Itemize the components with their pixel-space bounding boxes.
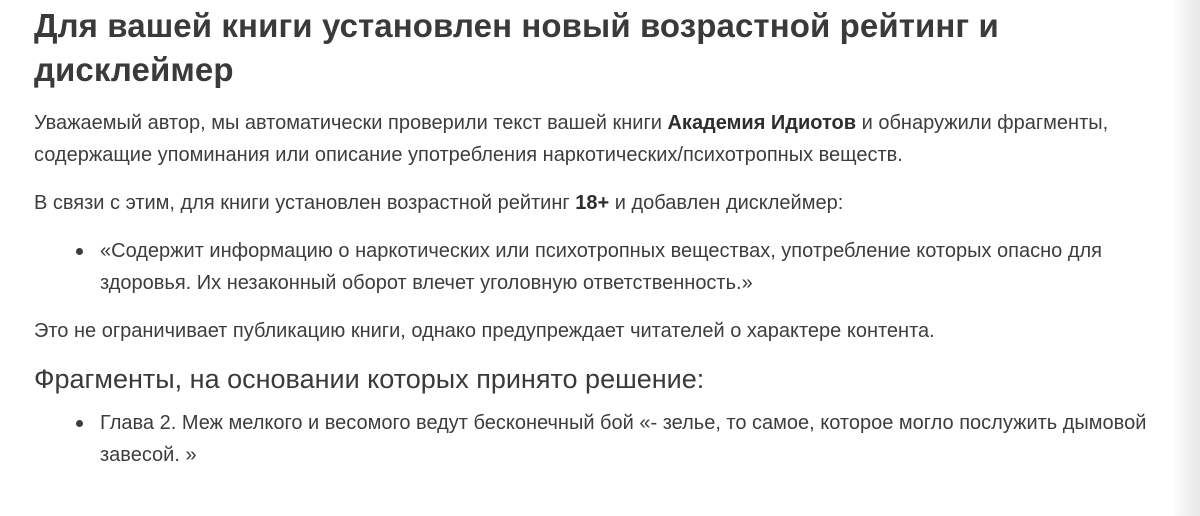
intro-text-after: и обнаружили фрагменты, содержащие упоминания или описание употребления наркотических/психотропных веществ. (34, 112, 1109, 166)
intro-paragraph (34, 107, 1154, 171)
age-rating: 18+ (575, 192, 610, 214)
message-body (34, 4, 1154, 471)
disclaimer-text: «Содержит информацию о наркотических или психотропных веществах, употребление которых опасно для здоровья. Их незаконный оборот влечет уголовную ответственность.» (100, 240, 1102, 294)
page-title: Для вашей книги установлен новый возрастной рейтинг и дисклеймер (34, 7, 999, 88)
note-paragraph: Это не ограничивает публикацию книги, однако предупреждает читателей о характере контента. (34, 320, 935, 342)
intro-text-before: Уважаемый автор, мы автоматически проверили текст вашей книги (34, 112, 668, 134)
scrollbar-track[interactable] (1172, 0, 1200, 516)
bullet-icon (76, 248, 83, 255)
fragments-heading: Фрагменты, на основании которых принято решение: (34, 364, 705, 394)
fragments-list (34, 407, 1154, 471)
fragment-text: Глава 2. Меж мелкого и весомого ведут бесконечный бой «- зелье, то самое, которое могло послужить дымовой завесой. » (100, 412, 1147, 466)
disclaimer-list (34, 235, 1154, 299)
list-item (34, 235, 1154, 299)
rating-text-after: и добавлен дисклеймер: (609, 192, 844, 214)
bullet-icon (76, 420, 83, 427)
rating-paragraph (34, 187, 1154, 219)
rating-text-before: В связи с этим, для книги установлен возрастной рейтинг (34, 192, 576, 214)
book-title: Академия Идиотов (667, 112, 857, 134)
list-item (34, 407, 1154, 471)
